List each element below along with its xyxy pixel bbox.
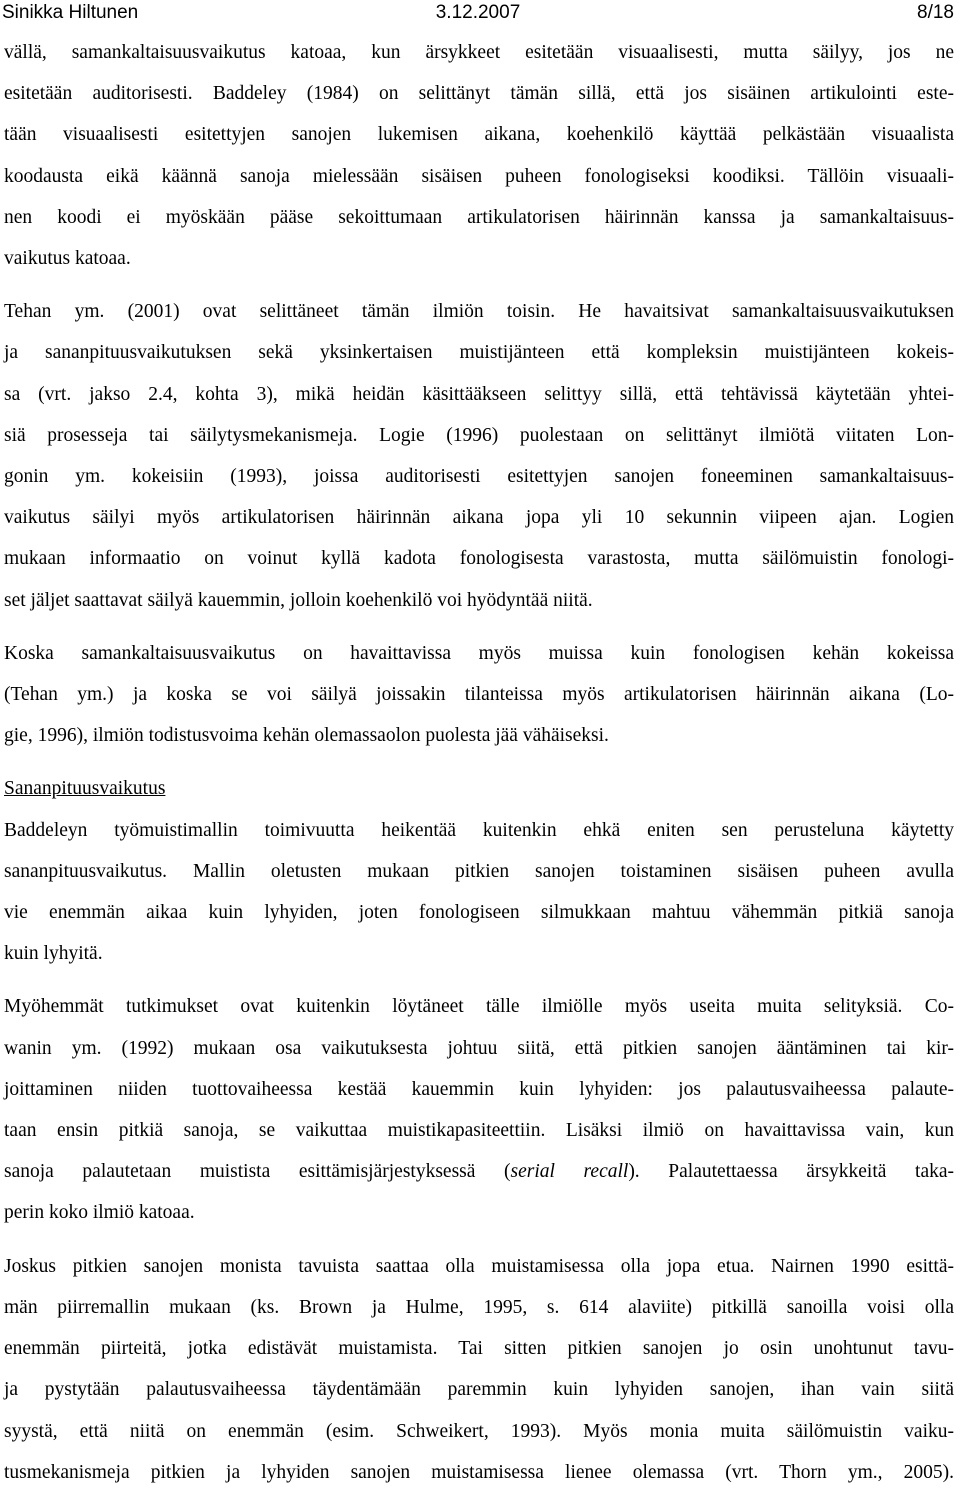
section-heading: Sananpituusvaikutus — [4, 778, 166, 800]
text-line: tusmekanismeja pitkien ja lyhyiden sanojen muistamisessa lienee olemassa (vrt. Thorn ym., 2005). — [4, 1461, 954, 1483]
text-line: sananpituusvaikutus. Mallin oletusten mukaan pitkien sanojen toistaminen sisäisen puheen avulla — [4, 860, 954, 882]
text-line: nen koodi ei myöskään pääse sekoittumaan artikulatorisen häirinnän kanssa ja samankaltaisuus- — [4, 206, 954, 228]
text-line: gonin ym. kokeisiin (1993), joissa auditorisesti esitettyjen sanojen foneeminen samankaltaisuus- — [4, 466, 954, 488]
text-line: vaikutus katoaa. — [4, 248, 131, 270]
text-line: tään visuaalisesti esitettyjen sanojen lukemisen aikana, koehenkilö käyttää pelkästään visuaalista — [4, 124, 954, 146]
text-line: Koska samankaltaisuusvaikutus on havaittavissa myös muissa kuin fonologisen kehän kokeissa — [4, 642, 954, 664]
text-line: kuin lyhyitä. — [4, 943, 103, 965]
text-line: sa (vrt. jakso 2.4, kohta 3), mikä heidän käsittääkseen selittyy sillä, että tehtävissä käytetään yhtei- — [4, 383, 954, 405]
text-line: gie, 1996), ilmiön todistusvoima kehän olemassaolon puolesta jää vähäiseksi. — [4, 725, 609, 747]
paragraph-3 — [4, 633, 954, 757]
text-run: sanoja palautetaan muistista esittämisjärjestyksessä ( — [4, 1161, 511, 1183]
text-line: (Tehan ym.) ja koska se voi säilyä joissakin tilanteissa myös artikulatorisen häirinnän aikana (Lo- — [4, 684, 954, 706]
header-page-number: 8/18 — [917, 2, 954, 23]
paragraph-4 — [4, 810, 954, 975]
text-line: Tehan ym. (2001) ovat selittäneet tämän ilmiön toisin. He havaitsivat samankaltaisuusvaikutuksen — [4, 301, 954, 323]
text-line: syystä, että niitä on enemmän (esim. Schweikert, 1993). Myös monia muita säilömuistin vaiku- — [4, 1420, 954, 1442]
paragraph-2 — [4, 291, 954, 621]
text-line: wanin ym. (1992) mukaan osa vaikutuksesta johtuu siitä, että pitkien sanojen ääntäminen tai kir- — [4, 1037, 954, 1059]
text-line: Baddeleyn työmuistimallin toimivuutta heikentää kuitenkin ehkä eniten sen perusteluna käytetty — [4, 819, 954, 841]
text-line: koodausta eikä käännä sanoja mielessään sisäisen puheen fonologiseksi koodiksi. Tällöin visuaali- — [4, 165, 954, 187]
text-line: perin koko ilmiö katoaa. — [4, 1202, 195, 1224]
text-line: Joskus pitkien sanojen monista tavuista saattaa olla muistamisessa olla jopa etua. Nairnen 1990 esittä- — [4, 1255, 954, 1277]
page-header — [2, 0, 954, 30]
header-author: Sinikka Hiltunen — [2, 2, 139, 23]
text-line — [4, 1151, 954, 1192]
text-line: vie enemmän aikaa kuin lyhyiden, joten fonologiseen silmukkaan mahtuu vähemmän pitkiä sanoja — [4, 902, 954, 924]
text-line: vällä, samankaltaisuusvaikutus katoaa, kun ärsykkeet esitetään visuaalisesti, mutta säilyy, jos ne — [4, 42, 954, 63]
text-line: taan ensin pitkiä sanoja, se vaikuttaa muistikapasiteettiin. Lisäksi ilmiö on havaittavissa vain, kun — [4, 1120, 954, 1142]
paragraph-6 — [4, 1246, 954, 1493]
text-line: set jäljet saattavat säilyä kauemmin, jolloin koehenkilö voi hyödyntää niitä. — [4, 589, 593, 611]
document-body — [4, 32, 954, 1493]
text-run: ). Palautettaessa ärsykkeitä taka- — [628, 1161, 954, 1183]
text-line: joittaminen niiden tuottovaiheessa kestää kauemmin kuin lyhyiden: jos palautusvaiheessa palaute- — [4, 1078, 954, 1100]
text-line: ja pystytään palautusvaiheessa täydentämään paremmin kuin lyhyiden sanojen, ihan vain siitä — [4, 1379, 954, 1401]
italic-term: serial recall — [510, 1161, 629, 1183]
text-line: siä prosesseja tai säilytysmekanismeja. Logie (1996) puolestaan on selittänyt ilmiötä viitaten Lon- — [4, 424, 954, 446]
text-line: esitetään auditorisesti. Baddeley (1984) on selittänyt tämän sillä, että jos sisäinen artikulointi este- — [4, 83, 954, 105]
text-line: Myöhemmät tutkimukset ovat kuitenkin löytäneet tälle ilmiölle myös useita muita selityksiä. Co- — [4, 996, 954, 1018]
text-line: män piirremallin mukaan (ks. Brown ja Hulme, 1995, s. 614 alaviite) pitkillä sanoilla voisi olla — [4, 1296, 954, 1318]
text-line: enemmän piirteitä, jotka edistävät muistamista. Tai sitten pitkien sanojen jo osin unohtunut tavu- — [4, 1338, 954, 1360]
paragraph-5 — [4, 986, 954, 1233]
header-date: 3.12.2007 — [435, 2, 521, 23]
text-line: vaikutus säilyi myös artikulatorisen häirinnän aikana jopa yli 10 sekunnin viipeen ajan. Logien — [4, 507, 954, 529]
text-line: mukaan informaatio on voinut kyllä kadota fonologisesta varastosta, mutta säilömuistin fonologi- — [4, 548, 954, 570]
paragraph-1 — [4, 32, 954, 279]
text-line: ja sananpituusvaikutuksen sekä yksinkertaisen muistijänteen että kompleksin muistijänteen kokeis- — [4, 342, 954, 364]
